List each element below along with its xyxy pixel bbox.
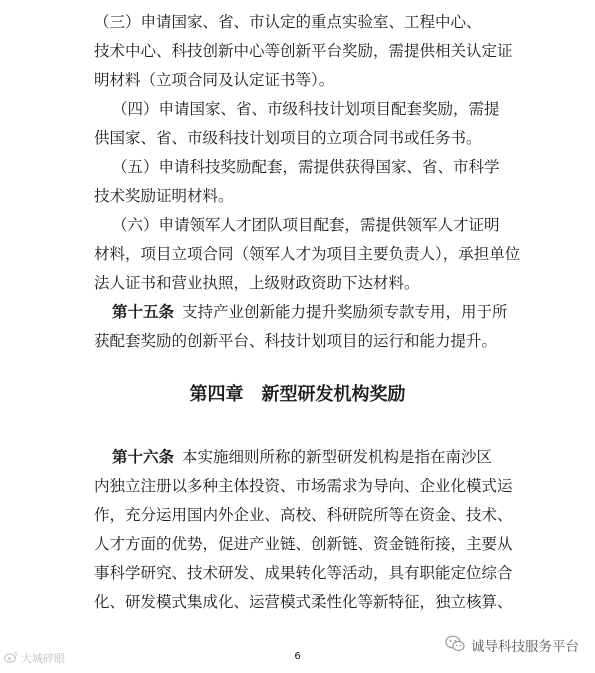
page-number: 6 [294,651,301,662]
text-line: （三）申请国家、省、市认定的重点实验室、工程中心、 [94,13,482,31]
text-line: 法人证书和营业执照，上级财政资助下达材料。 [94,274,420,292]
article-16-first-line [112,446,595,468]
article-15-first-line [112,301,595,323]
watermark-right-text: 诚导科技服务平台 [471,639,579,655]
text-line: （四）申请国家、省、市级科技计划项目配套奖励，需提 [112,100,500,118]
weibo-icon [4,651,18,666]
text-line: （五）申请科技奖励配套，需提供获得国家、省、市科学 [112,158,500,176]
wechat-icon [445,635,465,656]
text-span: 支持产业创新能力提升奖励须专款专用，用于所 [182,303,508,321]
text-line: 技术中心、科技创新中心等创新平台奖励，需提供相关认定证 [94,42,513,60]
article-label: 第十六条 [112,447,175,466]
text-line: 明材料（立项合同及认定证书等）。 [94,71,335,89]
text-line: 作，充分运用国内外企业、高校、科研院所等在资金、技术、 [94,506,513,524]
text-line: 材料，项目立项合同（领军人才为项目主要负责人），承担单位 [94,245,521,263]
text-line: 供国家、省、市级科技计划项目的立项合同书或任务书。 [94,129,482,147]
watermark-left [4,650,65,666]
text-line: （六）申请领军人才团队项目配套，需提供领军人才证明 [112,216,500,234]
article-label: 第十五条 [112,302,175,321]
text-span: 本实施细则所称的新型研发机构是指在南沙区 [182,448,493,466]
watermark-left-text: 大城碎眼 [21,652,65,665]
text-line: 人才方面的优势，促进产业链、创新链、资金链衔接，主要从 [94,535,513,553]
text-line: 化、研发模式集成化、运营模式柔性化等新特征，独立核算、 [94,593,513,611]
watermark-right [445,634,579,656]
text-line: 事科学研究、技术研发、成果转化等活动，具有职能定位综合 [94,564,513,582]
chapter-title: 第四章 新型研发机构奖励 [189,384,406,405]
text-line: 内独立注册以多种主体投资、市场需求为导向、企业化模式运 [94,477,513,495]
text-line: 获配套奖励的创新平台、科技计划项目的运行和能力提升。 [94,332,498,350]
text-line: 技术奖励证明材料。 [94,187,234,205]
